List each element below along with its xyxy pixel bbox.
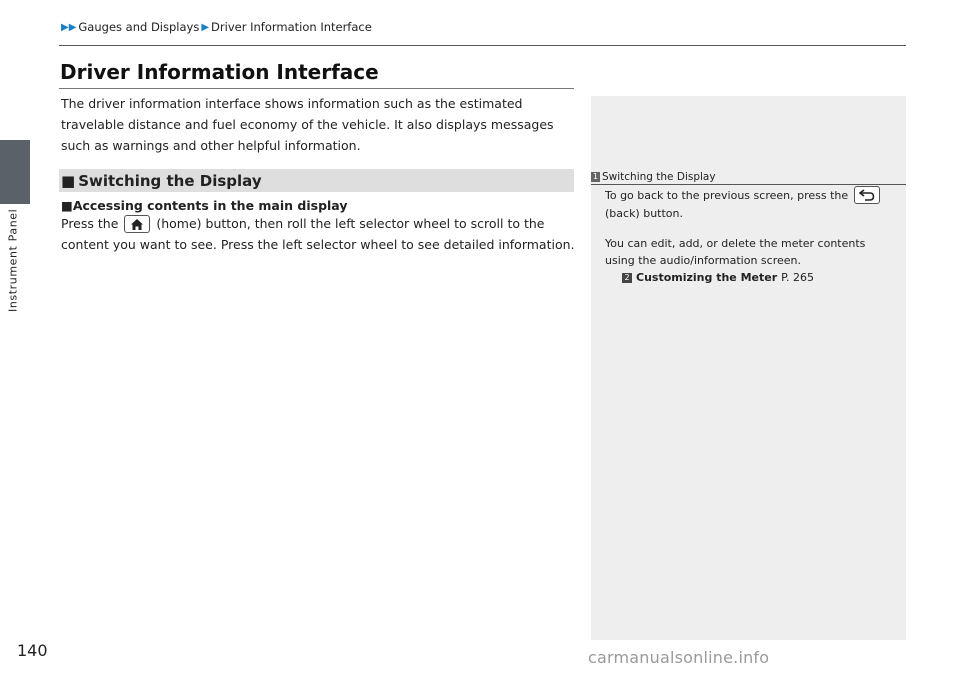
xref-title: Customizing the Meter (636, 271, 778, 284)
xref-page: P. 265 (781, 271, 815, 284)
title-divider (59, 88, 574, 89)
note-body (605, 187, 895, 286)
side-note-panel (591, 96, 906, 640)
note-heading (591, 169, 906, 184)
back-arrow-icon (854, 186, 880, 204)
note-text-after: (back) button. (605, 207, 683, 220)
subsection-heading-label: Accessing contents in the main display (72, 198, 348, 213)
note-divider (591, 184, 906, 185)
subsection-marker: ■ (61, 198, 73, 213)
page-title: Driver Information Interface (60, 60, 379, 84)
breadcrumb-item-current: Driver Information Interface (211, 20, 372, 34)
section-heading (59, 169, 574, 192)
breadcrumb (61, 20, 372, 34)
intro-paragraph: The driver information interface shows information such as the estimated travelable distance and fuel economy of the vehicle. It also displays messages such as warnings and other helpful information. (61, 96, 554, 153)
subsection-heading (61, 198, 348, 213)
side-label: Instrument Panel (6, 208, 20, 312)
body-paragraph (61, 213, 576, 255)
section-marker: ■ (61, 171, 76, 190)
cross-reference-link[interactable] (605, 269, 895, 286)
top-divider (59, 45, 906, 46)
watermark: carmanualsonline.info (588, 648, 770, 667)
note-paragraph-1 (605, 187, 895, 222)
note-heading-label: Switching the Display (602, 170, 716, 183)
side-tab (0, 140, 30, 204)
page-number: 140 (17, 641, 48, 660)
xref-badge: 2 (622, 273, 632, 283)
note-badge: 1 (592, 171, 599, 181)
body-text-after: (home) button, then roll the left selector wheel to scroll to the content you want to see. Press the left selector wheel to see detailed information. (61, 216, 575, 252)
home-icon (124, 215, 150, 233)
note-text-before: To go back to the previous screen, press the (605, 189, 849, 202)
note-paragraph-2: You can edit, add, or delete the meter contents using the audio/information screen. (605, 237, 866, 267)
breadcrumb-item-gauges[interactable]: Gauges and Displays (78, 20, 200, 34)
section-heading-label: Switching the Display (78, 171, 262, 190)
triangle-right-icon: ▶ (201, 21, 210, 33)
triangle-right-icon: ▶▶ (61, 21, 77, 33)
body-text-before: Press the (61, 216, 119, 231)
